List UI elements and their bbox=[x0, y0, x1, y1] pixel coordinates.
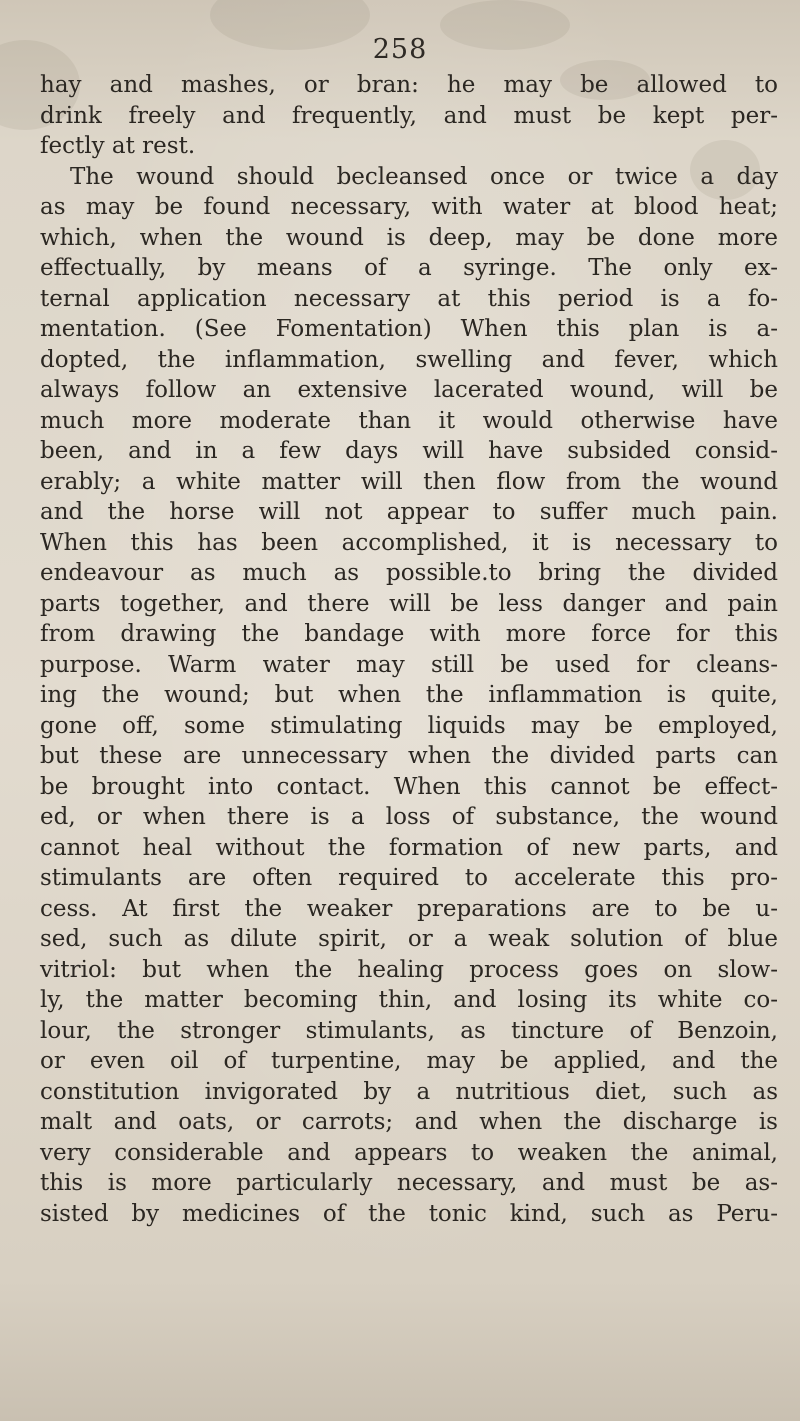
text-line: from drawing the bandage with more force for this bbox=[40, 621, 778, 647]
text-line: cannot heal without the formation of new parts, and bbox=[40, 834, 778, 861]
text-line: be brought into contact. When this cannot be effect- bbox=[40, 773, 778, 800]
text-line: parts together, and there will be less danger and pain bbox=[40, 590, 778, 617]
text-line: vitriol: but when the healing process goes on slow- bbox=[40, 956, 778, 983]
text-line: which, when the wound is deep, may be done more bbox=[40, 224, 778, 251]
text-line: hay and mashes, or bran: he may be allowed to bbox=[40, 72, 778, 98]
text-line: gone off, some stimulating liquids may be employed, bbox=[40, 712, 778, 739]
text-line: When this has been accomplished, it is necessary to bbox=[40, 529, 778, 556]
text-line: mentation. (See Fomentation) When this plan is a- bbox=[40, 316, 778, 342]
text-line: very considerable and appears to weaken the animal, bbox=[40, 1139, 778, 1166]
text-line: cess. At first the weaker preparations are to be u- bbox=[40, 895, 778, 922]
text-line: erably; a white matter will then flow from the wound bbox=[40, 468, 778, 495]
text-line: and the horse will not appear to suffer much pain. bbox=[40, 499, 778, 525]
text-line: fectly at rest. bbox=[40, 133, 196, 159]
text-line: ed, or when there is a loss of substance, the wound bbox=[40, 804, 778, 830]
text-line: ly, the matter becoming thin, and losing its white co- bbox=[40, 987, 778, 1013]
text-line: constitution invigorated by a nutritious diet, such as bbox=[40, 1078, 778, 1105]
text-line: dopted, the inflammation, swelling and fever, which bbox=[40, 346, 778, 373]
text-line: drink freely and frequently, and must be kept per- bbox=[40, 102, 778, 129]
text-line: or even oil of turpentine, may be applied, and the bbox=[40, 1048, 778, 1074]
text-line: stimulants are often required to accelerate this pro- bbox=[40, 865, 778, 891]
text-line: ing the wound; but when the inflammation is quite, bbox=[40, 682, 778, 708]
text-line: sisted by medicines of the tonic kind, such as Peru- bbox=[40, 1200, 778, 1227]
text-line: The wound should becleansed once or twice a day bbox=[70, 163, 778, 190]
text-line: as may be found necessary, with water at blood heat; bbox=[40, 194, 778, 220]
page-body-text bbox=[0, 70, 800, 1229]
text-line: this is more particularly necessary, and must be as- bbox=[40, 1170, 778, 1196]
text-line: effectually, by means of a syringe. The only ex- bbox=[40, 255, 778, 281]
text-line: lour, the stronger stimulants, as tincture of Benzoin, bbox=[40, 1017, 778, 1044]
text-line: endeavour as much as possible.to bring the divided bbox=[40, 560, 778, 586]
text-line: sed, such as dilute spirit, or a weak solution of blue bbox=[40, 926, 778, 952]
text-line: always follow an extensive lacerated wound, will be bbox=[40, 377, 778, 403]
text-line: ternal application necessary at this period is a fo- bbox=[40, 285, 778, 312]
text-line: malt and oats, or carrots; and when the discharge is bbox=[40, 1109, 778, 1135]
text-line: purpose. Warm water may still be used for cleans- bbox=[40, 651, 778, 678]
page-number: 258 bbox=[372, 34, 428, 65]
text-line: been, and in a few days will have subsided consid- bbox=[40, 438, 778, 464]
text-line: much more moderate than it would otherwise have bbox=[40, 407, 778, 434]
text-line: but these are unnecessary when the divided parts can bbox=[40, 743, 778, 769]
